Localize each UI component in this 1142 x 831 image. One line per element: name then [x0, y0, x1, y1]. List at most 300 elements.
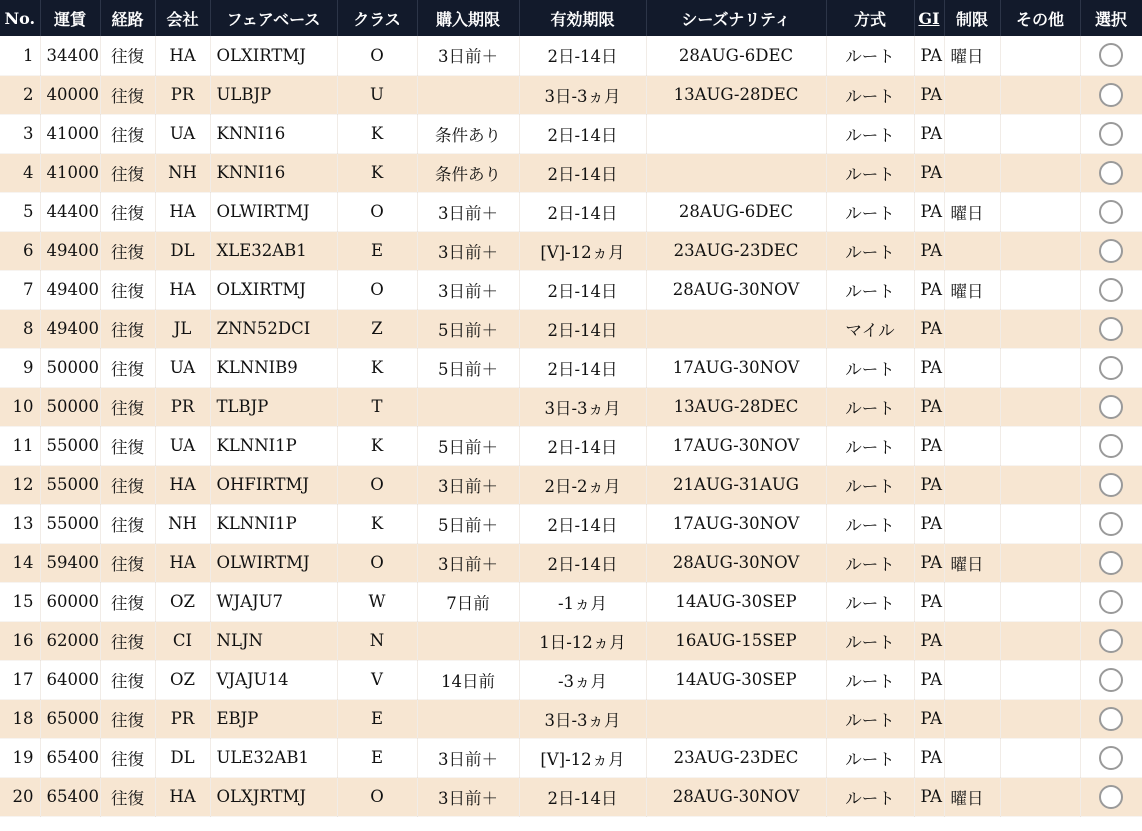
table-row: [0, 192, 1142, 231]
cell-restriction: [944, 426, 1000, 465]
cell-no: 17: [0, 660, 40, 699]
cell-airline: PR: [155, 75, 210, 114]
cell-restriction: 曜日: [944, 270, 1000, 309]
cell-class: E: [337, 231, 417, 270]
cell-seasonality: 28AUG-30NOV: [646, 777, 826, 816]
cell-no: 16: [0, 621, 40, 660]
cell-restriction: [944, 348, 1000, 387]
select-radio-button[interactable]: [1099, 43, 1123, 67]
select-radio-button[interactable]: [1099, 278, 1123, 302]
cell-other: [1000, 153, 1080, 192]
cell-method: ルート: [826, 114, 914, 153]
table-row: [0, 426, 1142, 465]
cell-validity: [V]-12ヵ月: [519, 738, 646, 777]
cell-other: [1000, 699, 1080, 738]
cell-fare-basis: ZNN52DCI: [210, 309, 337, 348]
cell-method: ルート: [826, 192, 914, 231]
cell-route: 往復: [100, 348, 155, 387]
table-row: [0, 504, 1142, 543]
cell-method: ルート: [826, 582, 914, 621]
cell-purchase-deadline: [417, 387, 519, 426]
table-row: [0, 153, 1142, 192]
select-radio-button[interactable]: [1099, 200, 1123, 224]
cell-seasonality: 17AUG-30NOV: [646, 348, 826, 387]
cell-gi: PA: [914, 75, 944, 114]
table-row: [0, 777, 1142, 816]
cell-no: 5: [0, 192, 40, 231]
cell-gi: PA: [914, 153, 944, 192]
cell-route: 往復: [100, 231, 155, 270]
table-row: [0, 660, 1142, 699]
cell-validity: 2日-14日: [519, 36, 646, 75]
cell-restriction: [944, 153, 1000, 192]
cell-fare-basis: KNNI16: [210, 153, 337, 192]
cell-other: [1000, 582, 1080, 621]
cell-method: ルート: [826, 543, 914, 582]
cell-restriction: [944, 75, 1000, 114]
cell-fare-basis: KNNI16: [210, 114, 337, 153]
header-gi-link[interactable]: GI: [914, 0, 944, 36]
cell-method: ルート: [826, 621, 914, 660]
cell-purchase-deadline: [417, 699, 519, 738]
cell-no: 13: [0, 504, 40, 543]
cell-other: [1000, 621, 1080, 660]
cell-validity: 1日-12ヵ月: [519, 621, 646, 660]
cell-no: 19: [0, 738, 40, 777]
cell-class: Z: [337, 309, 417, 348]
select-radio-button[interactable]: [1099, 239, 1123, 263]
cell-select: [1080, 582, 1142, 621]
cell-restriction: 曜日: [944, 192, 1000, 231]
select-radio-button[interactable]: [1099, 590, 1123, 614]
cell-restriction: [944, 231, 1000, 270]
cell-gi: PA: [914, 114, 944, 153]
cell-restriction: [944, 621, 1000, 660]
header-fare-basis[interactable]: フェアベース: [210, 0, 337, 36]
cell-gi: PA: [914, 660, 944, 699]
cell-purchase-deadline: 5日前＋: [417, 309, 519, 348]
cell-fare-basis: OLXIRTMJ: [210, 270, 337, 309]
cell-seasonality: 23AUG-23DEC: [646, 738, 826, 777]
header-validity[interactable]: 有効期限: [519, 0, 646, 36]
select-radio-button[interactable]: [1099, 395, 1123, 419]
cell-purchase-deadline: 条件あり: [417, 114, 519, 153]
cell-airline: DL: [155, 738, 210, 777]
cell-method: マイル: [826, 309, 914, 348]
cell-airline: OZ: [155, 660, 210, 699]
cell-route: 往復: [100, 192, 155, 231]
cell-validity: -3ヵ月: [519, 660, 646, 699]
cell-fare-basis: OLXJRTMJ: [210, 777, 337, 816]
cell-validity: 2日-14日: [519, 777, 646, 816]
cell-seasonality: 16AUG-15SEP: [646, 621, 826, 660]
cell-airline: HA: [155, 465, 210, 504]
select-radio-button[interactable]: [1099, 356, 1123, 380]
cell-other: [1000, 348, 1080, 387]
cell-select: [1080, 387, 1142, 426]
table-row: [0, 543, 1142, 582]
cell-seasonality: 28AUG-6DEC: [646, 36, 826, 75]
cell-fare-basis: KLNNIB9: [210, 348, 337, 387]
select-radio-button[interactable]: [1099, 434, 1123, 458]
cell-gi: PA: [914, 699, 944, 738]
cell-purchase-deadline: 3日前＋: [417, 192, 519, 231]
cell-airline: UA: [155, 114, 210, 153]
cell-class: U: [337, 75, 417, 114]
select-radio-button[interactable]: [1099, 122, 1123, 146]
cell-class: O: [337, 270, 417, 309]
cell-other: [1000, 738, 1080, 777]
cell-airline: HA: [155, 36, 210, 75]
cell-route: 往復: [100, 504, 155, 543]
header-purchase-deadline[interactable]: 購入期限: [417, 0, 519, 36]
cell-no: 18: [0, 699, 40, 738]
cell-method: ルート: [826, 426, 914, 465]
cell-other: [1000, 36, 1080, 75]
cell-gi: PA: [914, 738, 944, 777]
cell-fare: 41000: [40, 114, 100, 153]
cell-route: 往復: [100, 75, 155, 114]
cell-purchase-deadline: 3日前＋: [417, 270, 519, 309]
cell-seasonality: [646, 699, 826, 738]
cell-no: 12: [0, 465, 40, 504]
cell-select: [1080, 153, 1142, 192]
cell-method: ルート: [826, 387, 914, 426]
cell-fare-basis: OLWIRTMJ: [210, 543, 337, 582]
header-restriction[interactable]: 制限: [944, 0, 1000, 36]
cell-restriction: [944, 465, 1000, 504]
cell-class: K: [337, 426, 417, 465]
cell-route: 往復: [100, 387, 155, 426]
table-header: [0, 0, 1142, 36]
cell-route: 往復: [100, 621, 155, 660]
cell-purchase-deadline: 3日前＋: [417, 231, 519, 270]
cell-seasonality: 23AUG-23DEC: [646, 231, 826, 270]
table-row: [0, 621, 1142, 660]
cell-route: 往復: [100, 270, 155, 309]
cell-select: [1080, 192, 1142, 231]
cell-gi: PA: [914, 348, 944, 387]
cell-fare-basis: KLNNI1P: [210, 426, 337, 465]
cell-restriction: [944, 660, 1000, 699]
cell-class: V: [337, 660, 417, 699]
select-radio-button[interactable]: [1099, 629, 1123, 653]
cell-fare: 55000: [40, 504, 100, 543]
cell-seasonality: 14AUG-30SEP: [646, 660, 826, 699]
cell-select: [1080, 777, 1142, 816]
cell-purchase-deadline: 3日前＋: [417, 465, 519, 504]
cell-route: 往復: [100, 36, 155, 75]
cell-other: [1000, 465, 1080, 504]
cell-fare-basis: WJAJU7: [210, 582, 337, 621]
cell-gi: PA: [914, 465, 944, 504]
cell-gi: PA: [914, 387, 944, 426]
table-row: [0, 699, 1142, 738]
cell-other: [1000, 231, 1080, 270]
select-radio-button[interactable]: [1099, 668, 1123, 692]
select-radio-button[interactable]: [1099, 473, 1123, 497]
cell-fare-basis: OLWIRTMJ: [210, 192, 337, 231]
cell-other: [1000, 543, 1080, 582]
cell-purchase-deadline: [417, 75, 519, 114]
table-row: [0, 36, 1142, 75]
cell-airline: OZ: [155, 582, 210, 621]
cell-select: [1080, 75, 1142, 114]
cell-seasonality: 14AUG-30SEP: [646, 582, 826, 621]
cell-seasonality: 21AUG-31AUG: [646, 465, 826, 504]
cell-method: ルート: [826, 75, 914, 114]
cell-purchase-deadline: 3日前＋: [417, 543, 519, 582]
cell-class: O: [337, 465, 417, 504]
cell-fare: 34400: [40, 36, 100, 75]
table-body: [0, 36, 1142, 816]
cell-method: ルート: [826, 504, 914, 543]
select-radio-button[interactable]: [1099, 551, 1123, 575]
select-radio-button[interactable]: [1099, 512, 1123, 536]
cell-seasonality: 28AUG-30NOV: [646, 270, 826, 309]
cell-no: 11: [0, 426, 40, 465]
cell-route: 往復: [100, 153, 155, 192]
cell-validity: 2日-14日: [519, 426, 646, 465]
table-row: [0, 231, 1142, 270]
cell-fare-basis: ULE32AB1: [210, 738, 337, 777]
table-row: [0, 75, 1142, 114]
cell-seasonality: [646, 309, 826, 348]
cell-airline: HA: [155, 270, 210, 309]
cell-method: ルート: [826, 699, 914, 738]
cell-airline: HA: [155, 543, 210, 582]
header-seasonality[interactable]: シーズナリティ: [646, 0, 826, 36]
cell-validity: 2日-14日: [519, 270, 646, 309]
cell-select: [1080, 504, 1142, 543]
cell-seasonality: 13AUG-28DEC: [646, 387, 826, 426]
cell-restriction: [944, 114, 1000, 153]
cell-other: [1000, 75, 1080, 114]
select-radio-button[interactable]: [1099, 746, 1123, 770]
cell-route: 往復: [100, 582, 155, 621]
cell-purchase-deadline: 5日前＋: [417, 348, 519, 387]
cell-restriction: 曜日: [944, 36, 1000, 75]
cell-method: ルート: [826, 777, 914, 816]
cell-class: E: [337, 699, 417, 738]
cell-validity: [V]-12ヵ月: [519, 231, 646, 270]
cell-validity: 2日-14日: [519, 348, 646, 387]
cell-gi: PA: [914, 621, 944, 660]
cell-class: K: [337, 114, 417, 153]
table-row: [0, 738, 1142, 777]
cell-fare: 50000: [40, 387, 100, 426]
cell-restriction: 曜日: [944, 777, 1000, 816]
header-class[interactable]: クラス: [337, 0, 417, 36]
cell-other: [1000, 777, 1080, 816]
cell-restriction: [944, 738, 1000, 777]
cell-select: [1080, 660, 1142, 699]
cell-select: [1080, 36, 1142, 75]
header-row: [0, 0, 1142, 36]
cell-airline: NH: [155, 153, 210, 192]
cell-route: 往復: [100, 465, 155, 504]
cell-purchase-deadline: [417, 621, 519, 660]
select-radio-button[interactable]: [1099, 83, 1123, 107]
cell-airline: PR: [155, 699, 210, 738]
cell-route: 往復: [100, 738, 155, 777]
cell-other: [1000, 270, 1080, 309]
cell-fare: 40000: [40, 75, 100, 114]
cell-class: O: [337, 777, 417, 816]
cell-gi: PA: [914, 309, 944, 348]
cell-airline: PR: [155, 387, 210, 426]
header-route[interactable]: 経路: [100, 0, 155, 36]
cell-select: [1080, 621, 1142, 660]
select-radio-button[interactable]: [1099, 707, 1123, 731]
cell-method: ルート: [826, 465, 914, 504]
cell-purchase-deadline: 条件あり: [417, 153, 519, 192]
cell-method: ルート: [826, 231, 914, 270]
cell-gi: PA: [914, 426, 944, 465]
cell-airline: JL: [155, 309, 210, 348]
cell-fare-basis: KLNNI1P: [210, 504, 337, 543]
cell-fare-basis: VJAJU14: [210, 660, 337, 699]
cell-purchase-deadline: 14日前: [417, 660, 519, 699]
cell-purchase-deadline: 5日前＋: [417, 504, 519, 543]
cell-fare: 64000: [40, 660, 100, 699]
cell-restriction: [944, 699, 1000, 738]
select-radio-button[interactable]: [1099, 161, 1123, 185]
cell-fare: 65400: [40, 777, 100, 816]
cell-method: ルート: [826, 270, 914, 309]
cell-select: [1080, 231, 1142, 270]
cell-class: K: [337, 504, 417, 543]
cell-seasonality: 28AUG-6DEC: [646, 192, 826, 231]
header-no[interactable]: No.: [0, 0, 40, 36]
cell-no: 4: [0, 153, 40, 192]
cell-fare: 49400: [40, 270, 100, 309]
header-other[interactable]: その他: [1000, 0, 1080, 36]
cell-gi: PA: [914, 231, 944, 270]
cell-other: [1000, 114, 1080, 153]
cell-validity: 3日-3ヵ月: [519, 387, 646, 426]
cell-other: [1000, 660, 1080, 699]
cell-validity: 2日-14日: [519, 192, 646, 231]
cell-validity: 2日-14日: [519, 114, 646, 153]
cell-route: 往復: [100, 309, 155, 348]
cell-purchase-deadline: 7日前: [417, 582, 519, 621]
cell-restriction: 曜日: [944, 543, 1000, 582]
table-row: [0, 309, 1142, 348]
cell-fare: 65000: [40, 699, 100, 738]
cell-no: 9: [0, 348, 40, 387]
cell-class: T: [337, 387, 417, 426]
cell-no: 20: [0, 777, 40, 816]
cell-class: O: [337, 543, 417, 582]
cell-class: E: [337, 738, 417, 777]
table-row: [0, 465, 1142, 504]
cell-validity: 2日-14日: [519, 309, 646, 348]
header-fare[interactable]: 運賃: [40, 0, 100, 36]
cell-validity: 2日-14日: [519, 543, 646, 582]
cell-select: [1080, 348, 1142, 387]
cell-fare: 55000: [40, 465, 100, 504]
cell-fare: 50000: [40, 348, 100, 387]
cell-select: [1080, 738, 1142, 777]
cell-restriction: [944, 504, 1000, 543]
cell-purchase-deadline: 5日前＋: [417, 426, 519, 465]
cell-method: ルート: [826, 153, 914, 192]
cell-gi: PA: [914, 543, 944, 582]
header-select: 選択: [1080, 0, 1142, 36]
cell-seasonality: [646, 114, 826, 153]
cell-fare-basis: OHFIRTMJ: [210, 465, 337, 504]
cell-fare: 55000: [40, 426, 100, 465]
cell-validity: 3日-3ヵ月: [519, 699, 646, 738]
cell-route: 往復: [100, 660, 155, 699]
header-airline[interactable]: 会社: [155, 0, 210, 36]
cell-route: 往復: [100, 777, 155, 816]
cell-purchase-deadline: 3日前＋: [417, 777, 519, 816]
cell-class: W: [337, 582, 417, 621]
cell-no: 8: [0, 309, 40, 348]
cell-select: [1080, 465, 1142, 504]
cell-other: [1000, 504, 1080, 543]
cell-airline: NH: [155, 504, 210, 543]
select-radio-button[interactable]: [1099, 317, 1123, 341]
cell-route: 往復: [100, 699, 155, 738]
cell-no: 7: [0, 270, 40, 309]
cell-fare: 44400: [40, 192, 100, 231]
cell-fare-basis: ULBJP: [210, 75, 337, 114]
table-row: [0, 348, 1142, 387]
cell-fare: 49400: [40, 231, 100, 270]
cell-airline: UA: [155, 348, 210, 387]
cell-fare: 65400: [40, 738, 100, 777]
cell-purchase-deadline: 3日前＋: [417, 738, 519, 777]
cell-gi: PA: [914, 504, 944, 543]
cell-no: 2: [0, 75, 40, 114]
table-row: [0, 387, 1142, 426]
cell-no: 3: [0, 114, 40, 153]
cell-no: 15: [0, 582, 40, 621]
cell-fare: 49400: [40, 309, 100, 348]
cell-select: [1080, 309, 1142, 348]
cell-method: ルート: [826, 348, 914, 387]
table-row: [0, 114, 1142, 153]
header-method[interactable]: 方式: [826, 0, 914, 36]
cell-airline: HA: [155, 192, 210, 231]
cell-fare-basis: OLXIRTMJ: [210, 36, 337, 75]
cell-other: [1000, 309, 1080, 348]
cell-select: [1080, 543, 1142, 582]
cell-fare-basis: EBJP: [210, 699, 337, 738]
cell-seasonality: 28AUG-30NOV: [646, 543, 826, 582]
cell-route: 往復: [100, 543, 155, 582]
cell-restriction: [944, 582, 1000, 621]
cell-method: ルート: [826, 36, 914, 75]
cell-airline: CI: [155, 621, 210, 660]
cell-gi: PA: [914, 36, 944, 75]
cell-class: O: [337, 192, 417, 231]
cell-seasonality: [646, 153, 826, 192]
cell-gi: PA: [914, 270, 944, 309]
cell-no: 6: [0, 231, 40, 270]
cell-gi: PA: [914, 777, 944, 816]
cell-validity: 2日-14日: [519, 153, 646, 192]
cell-airline: DL: [155, 231, 210, 270]
cell-fare: 60000: [40, 582, 100, 621]
cell-select: [1080, 426, 1142, 465]
select-radio-button[interactable]: [1099, 785, 1123, 809]
cell-select: [1080, 699, 1142, 738]
cell-validity: -1ヵ月: [519, 582, 646, 621]
